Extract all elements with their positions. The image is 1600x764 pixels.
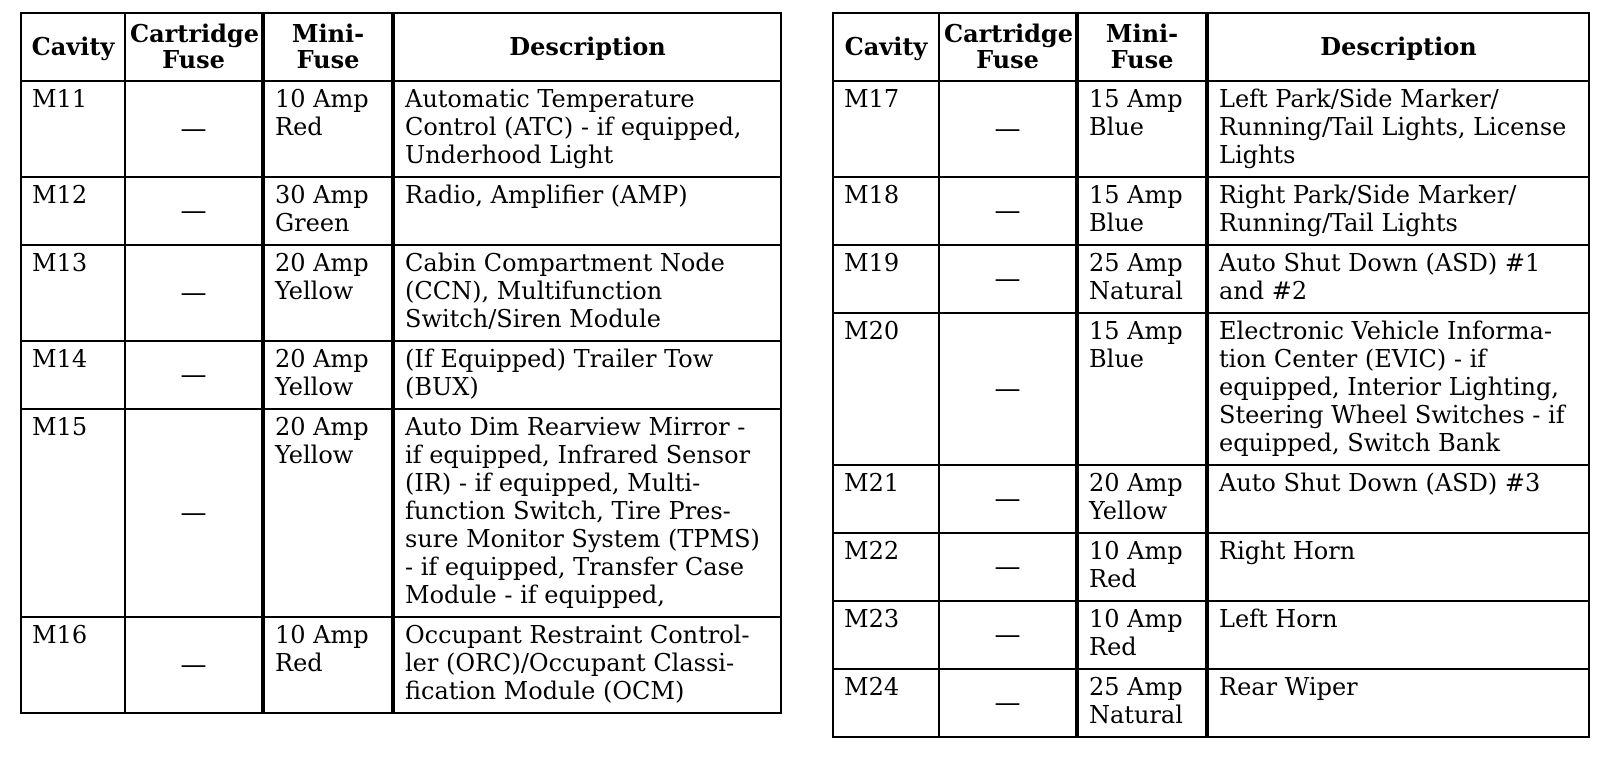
cartridge-fuse-cell: — (125, 617, 263, 713)
mini-fuse-line: 15 Amp (1089, 317, 1183, 345)
table-header-row (21, 13, 781, 81)
description-line: Right Park/Side Marker/ (1219, 181, 1517, 209)
table-row (833, 669, 1589, 737)
mini-fuse-cell (263, 409, 393, 617)
header-description: Description (393, 13, 781, 81)
header-cartridge-line1: Cartridge (130, 19, 259, 48)
cartridge-fuse-cell: — (125, 81, 263, 177)
table-row (833, 81, 1589, 177)
cavity-cell: M22 (833, 533, 939, 601)
cavity-cell: M20 (833, 313, 939, 465)
table-row (833, 313, 1589, 465)
mini-fuse-line: 25 Amp (1089, 673, 1183, 701)
description-line: Electronic Vehicle Informa- (1219, 317, 1552, 345)
cartridge-fuse-cell: — (939, 601, 1077, 669)
mini-fuse-cell (1077, 601, 1207, 669)
table-row (21, 81, 781, 177)
description-line: Auto Shut Down (ASD) #3 (1219, 469, 1541, 497)
table-header-row (833, 13, 1589, 81)
mini-fuse-cell (263, 177, 393, 245)
cavity-cell: M17 (833, 81, 939, 177)
description-line: Running/Tail Lights (1219, 209, 1458, 237)
description-cell (1207, 669, 1589, 737)
description-cell (393, 341, 781, 409)
mini-fuse-cell (1077, 81, 1207, 177)
mini-fuse-cell (263, 341, 393, 409)
description-line: Cabin Compartment Node (405, 249, 725, 277)
cartridge-fuse-cell: — (939, 669, 1077, 737)
description-line: function Switch, Tire Pres- (405, 497, 731, 525)
mini-fuse-line: 10 Amp (1089, 537, 1183, 565)
cavity-cell: M14 (21, 341, 125, 409)
mini-fuse-line: 10 Amp (1089, 605, 1183, 633)
mini-fuse-cell (1077, 313, 1207, 465)
description-line: Module - if equipped, (405, 581, 665, 609)
mini-fuse-line: Red (1089, 633, 1137, 661)
table-row (833, 245, 1589, 313)
mini-fuse-line: 20 Amp (275, 249, 369, 277)
mini-fuse-line: Blue (1089, 113, 1144, 141)
description-cell (1207, 533, 1589, 601)
description-cell (393, 245, 781, 341)
description-line: Rear Wiper (1219, 673, 1358, 701)
table-row (833, 465, 1589, 533)
cartridge-fuse-cell: — (125, 177, 263, 245)
description-line: (IR) - if equipped, Multi- (405, 469, 701, 497)
mini-fuse-line: Red (275, 649, 323, 677)
header-mini-fuse (263, 13, 393, 81)
mini-fuse-line: 15 Amp (1089, 85, 1183, 113)
mini-fuse-line: Blue (1089, 345, 1144, 373)
header-cartridge-line2: Fuse (162, 45, 225, 74)
cavity-cell: M16 (21, 617, 125, 713)
table-row (21, 617, 781, 713)
cartridge-fuse-cell: — (125, 245, 263, 341)
fuse-table-right (832, 12, 1590, 738)
mini-fuse-cell (1077, 245, 1207, 313)
header-mini-line1: Mini- (1105, 19, 1179, 48)
cartridge-fuse-cell: — (939, 533, 1077, 601)
description-cell (1207, 177, 1589, 245)
description-line: Control (ATC) - if equipped, (405, 113, 742, 141)
header-description: Description (1207, 13, 1589, 81)
mini-fuse-line: 25 Amp (1089, 249, 1183, 277)
cavity-cell: M12 (21, 177, 125, 245)
header-mini-fuse (1077, 13, 1207, 81)
cavity-cell: M24 (833, 669, 939, 737)
table-row (833, 177, 1589, 245)
mini-fuse-line: Red (1089, 565, 1137, 593)
description-line: Lights (1219, 141, 1296, 169)
mini-fuse-line: Red (275, 113, 323, 141)
cartridge-fuse-cell: — (939, 465, 1077, 533)
cavity-cell: M11 (21, 81, 125, 177)
mini-fuse-line: Yellow (275, 277, 354, 305)
description-line: ler (ORC)/Occupant Classi- (405, 649, 735, 677)
description-line: equipped, Switch Bank (1219, 429, 1501, 457)
header-cartridge-fuse (939, 13, 1077, 81)
description-line: Automatic Temperature (405, 85, 695, 113)
mini-fuse-line: Natural (1089, 277, 1183, 305)
cavity-cell: M21 (833, 465, 939, 533)
cartridge-fuse-cell: — (939, 177, 1077, 245)
mini-fuse-line: Blue (1089, 209, 1144, 237)
mini-fuse-line: Natural (1089, 701, 1183, 729)
header-cavity: Cavity (833, 13, 939, 81)
description-line: (CCN), Multifunction (405, 277, 663, 305)
cavity-cell: M15 (21, 409, 125, 617)
description-line: (BUX) (405, 373, 479, 401)
description-cell (1207, 245, 1589, 313)
description-line: Running/Tail Lights, License (1219, 113, 1567, 141)
description-line: Radio, Amplifier (AMP) (405, 181, 688, 209)
mini-fuse-cell (263, 245, 393, 341)
mini-fuse-line: Yellow (275, 441, 354, 469)
description-line: Steering Wheel Switches - if (1219, 401, 1565, 429)
fuse-table-left (20, 12, 782, 714)
mini-fuse-line: 10 Amp (275, 85, 369, 113)
description-line: Auto Dim Rearview Mirror - (405, 413, 746, 441)
description-line: Switch/Siren Module (405, 305, 661, 333)
mini-fuse-line: Yellow (1089, 497, 1168, 525)
description-line: fication Module (OCM) (405, 677, 685, 705)
mini-fuse-line: Yellow (275, 373, 354, 401)
mini-fuse-line: 10 Amp (275, 621, 369, 649)
mini-fuse-line: 30 Amp (275, 181, 369, 209)
description-line: (If Equipped) Trailer Tow (405, 345, 714, 373)
cavity-cell: M18 (833, 177, 939, 245)
table-row (21, 409, 781, 617)
description-line: Right Horn (1219, 537, 1356, 565)
description-line: sure Monitor System (TPMS) (405, 525, 760, 553)
description-line: if equipped, Infrared Sensor (405, 441, 751, 469)
cartridge-fuse-cell: — (939, 81, 1077, 177)
description-line: Left Park/Side Marker/ (1219, 85, 1499, 113)
description-line: and #2 (1219, 277, 1308, 305)
mini-fuse-cell (1077, 533, 1207, 601)
cavity-cell: M23 (833, 601, 939, 669)
header-cartridge-fuse (125, 13, 263, 81)
header-mini-line2: Fuse (1110, 45, 1174, 74)
description-cell (1207, 465, 1589, 533)
description-line: Occupant Restraint Control- (405, 621, 750, 649)
mini-fuse-line: 20 Amp (275, 345, 369, 373)
description-cell (393, 81, 781, 177)
cartridge-fuse-cell: — (939, 313, 1077, 465)
header-cartridge-line2: Fuse (976, 45, 1039, 74)
header-cavity: Cavity (21, 13, 125, 81)
description-line: Auto Shut Down (ASD) #1 (1219, 249, 1541, 277)
mini-fuse-line: 20 Amp (275, 413, 369, 441)
description-line: Underhood Light (405, 141, 614, 169)
mini-fuse-cell (263, 617, 393, 713)
description-cell (1207, 81, 1589, 177)
mini-fuse-line: Green (275, 209, 350, 237)
description-cell (393, 409, 781, 617)
mini-fuse-line: 15 Amp (1089, 181, 1183, 209)
cartridge-fuse-cell: — (939, 245, 1077, 313)
header-mini-line1: Mini- (291, 19, 365, 48)
description-line: - if equipped, Transfer Case (405, 553, 745, 581)
cartridge-fuse-cell: — (125, 341, 263, 409)
header-mini-line2: Fuse (296, 45, 360, 74)
header-cartridge-line1: Cartridge (944, 19, 1073, 48)
cavity-cell: M19 (833, 245, 939, 313)
mini-fuse-cell (1077, 669, 1207, 737)
cartridge-fuse-cell: — (125, 409, 263, 617)
table-row (21, 341, 781, 409)
description-cell (393, 177, 781, 245)
description-cell (393, 617, 781, 713)
table-row (833, 533, 1589, 601)
fuse-table-right-body (833, 81, 1589, 737)
description-line: equipped, Interior Lighting, (1219, 373, 1559, 401)
mini-fuse-cell (1077, 177, 1207, 245)
description-line: Left Horn (1219, 605, 1338, 633)
table-row (21, 245, 781, 341)
description-cell (1207, 601, 1589, 669)
mini-fuse-cell (1077, 465, 1207, 533)
description-line: tion Center (EVIC) - if (1219, 345, 1487, 373)
description-cell (1207, 313, 1589, 465)
table-row (21, 177, 781, 245)
fuse-table-left-body (21, 81, 781, 713)
table-row (833, 601, 1589, 669)
cavity-cell: M13 (21, 245, 125, 341)
mini-fuse-line: 20 Amp (1089, 469, 1183, 497)
mini-fuse-cell (263, 81, 393, 177)
